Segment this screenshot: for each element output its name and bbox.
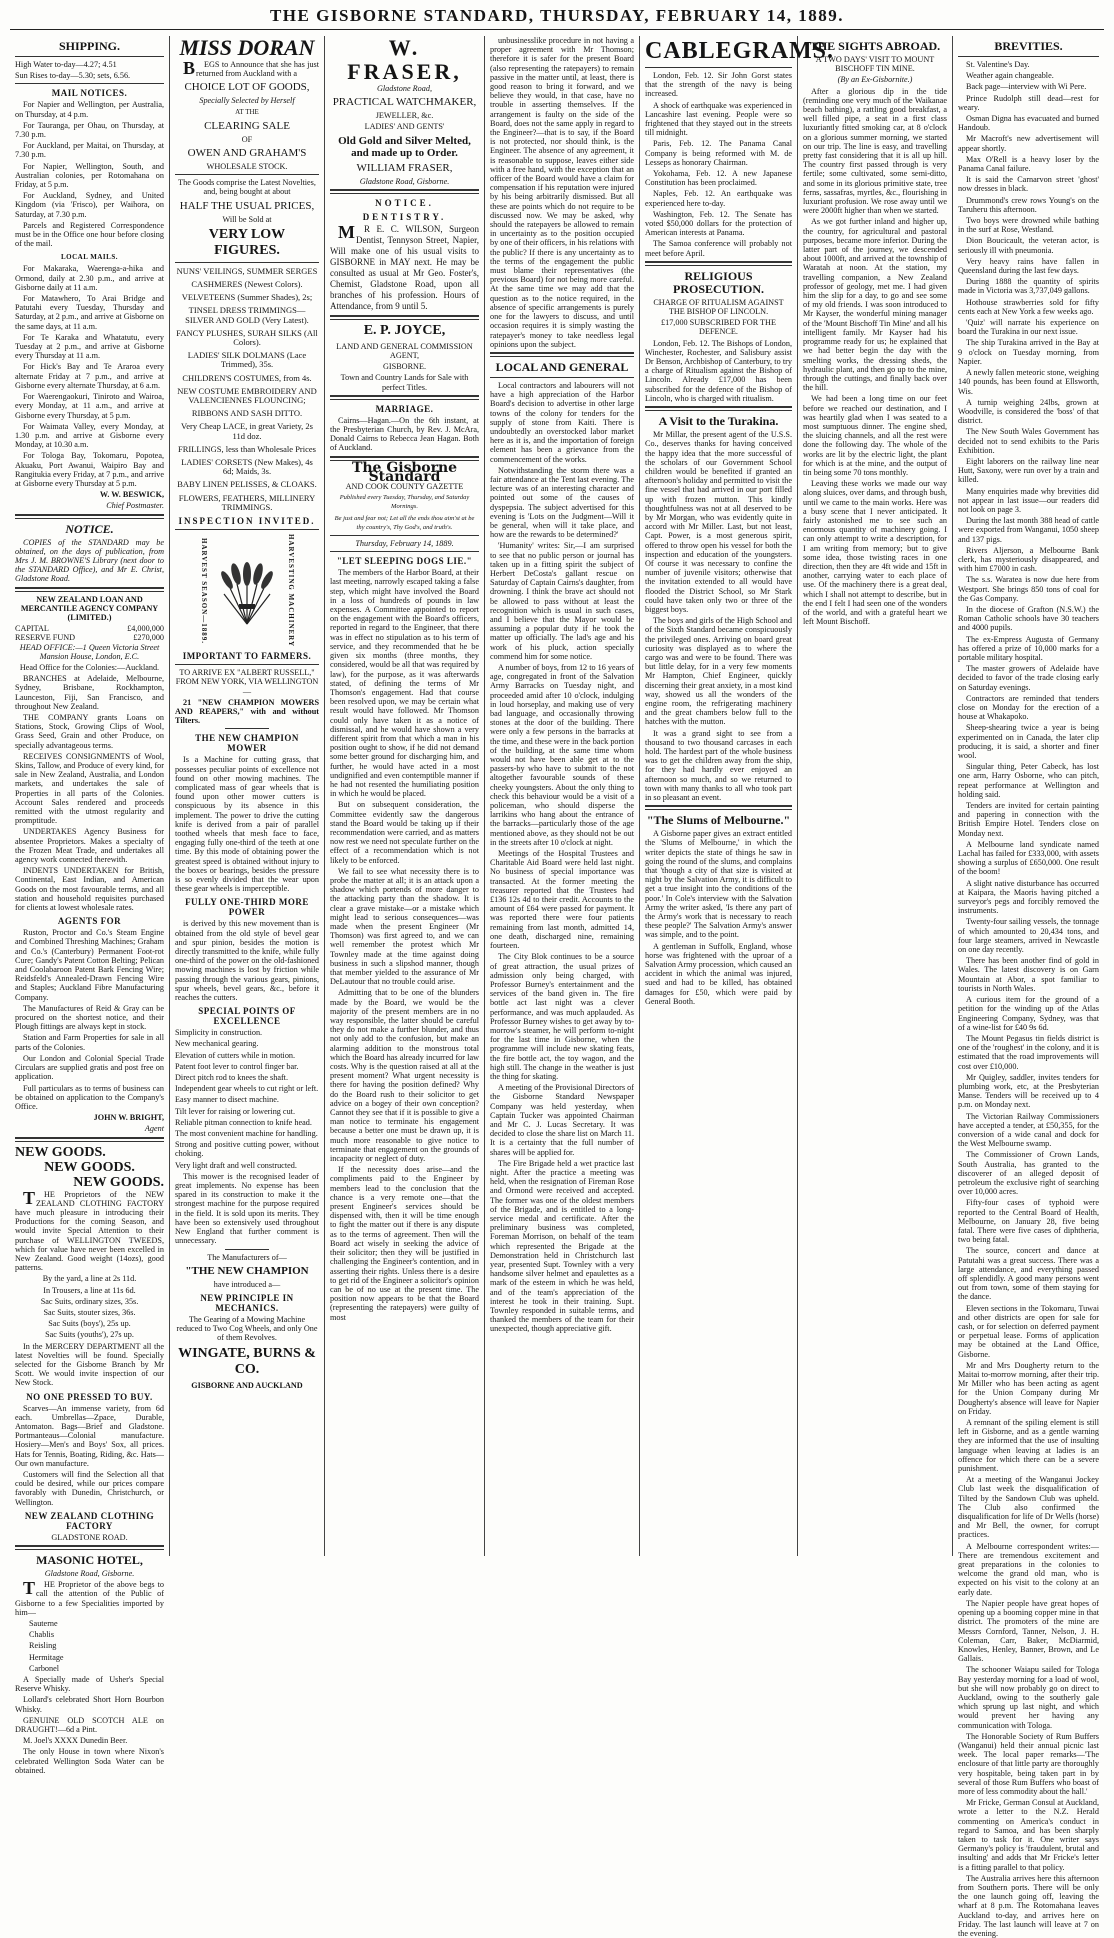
local-item: Local contractors and labourers will not have a high appreciation of the Harbor Board's decision to advertise in other large towns of the colony for tenders for the supply of stone from Kaiti. There is undoubtedly an overstocked labor market here as it is, and the importation of foreign element has been a grievance from the commencement of the works. xyxy=(490,380,634,464)
local-item: A meeting of the Provisional Directors of the Gisborne Standard Newspaper Company was held yesterday, when Captain Tucker was appointed Chairman and Mr C. J. Lucas Secretary. It was decided to close the share list on March 11. It is a certainty that the full number of shares will be applied for. xyxy=(490,1083,634,1157)
company-loans: THE COMPANY grants Loans on Stations, Stock, Growing Clips of Wool, Grass Seed, Grain and other Produce, on specially advantageous terms. xyxy=(15,712,164,750)
masonic-heading: MASONIC HOTEL, xyxy=(36,1553,143,1568)
cable-item: The Samoa conference will probably not meet before April. xyxy=(645,239,792,258)
slums-heading: "The Slums of Melbourne." xyxy=(646,813,791,828)
mail-item: Parcels and Registered Correspondence must be in the Office one hour before closing of the mail. xyxy=(15,220,164,249)
jeweller: JEWELLER, &c. xyxy=(375,111,434,121)
station-sales: Station and Farm Properties for sale in all parts of the Colonies. xyxy=(15,1033,164,1052)
wine-item: Hermitage xyxy=(29,1652,64,1662)
doran-item: NUNS' VEILINGS, SUMMER SERGES xyxy=(176,265,318,276)
leader-paragraph: We fail to see what necessity there is to probe the matter at all; it is an attack upon a shadow which portends of more danger to the attacking party than the shadow. It is clear a grave mistake—or a mistake which might lead to serious consequences—was made when the present Engineer (Mr Thomson) was first agreed to, and we can well remember the protest which Mr Townley made at the time against doing business in such a slipshod manner, though that member yielded to the assurance of Mr DeLautour that no trouble could arise. xyxy=(330,866,479,987)
manufacturers: The Manufacturers of— xyxy=(207,1252,287,1262)
price-item: Sac Suits (youths'), 27s up. xyxy=(45,1330,134,1340)
brevity-item: Drummond's crew rows Young's on the Taruheru this afternoon. xyxy=(958,195,1099,214)
selected: Specially Selected by Herself xyxy=(199,96,295,106)
inspection-invited: INSPECTION INVITED. xyxy=(178,516,316,527)
price-item: By the yard, a line at 2s 11d. xyxy=(42,1274,137,1284)
brevity-item: Back page—interview with Wi Pere. xyxy=(966,82,1087,92)
half-price: HALF THE USUAL PRICES, xyxy=(179,199,315,212)
brevity-item: The ex-Empress Augusta of Germany has offered a prize of 10,000 marks for a portable military hospital. xyxy=(958,634,1099,662)
column-3 xyxy=(325,36,485,1556)
to-arrive: TO ARRIVE EX "ALBERT RUSSELL," FROM NEW YORK, VIA WELLINGTON— xyxy=(175,668,319,696)
brevities-heading: BREVITIES. xyxy=(994,39,1063,53)
factory-address: GLADSTONE ROAD. xyxy=(51,1532,128,1542)
price-item: In Trousers, a line at 11s 6d. xyxy=(43,1285,136,1295)
paper-title: The Gisborne Standard xyxy=(351,459,458,485)
harvest-machinery-label: HARVESTING MACHINERY xyxy=(287,534,296,648)
brevity-item: The master growers of Adelaide have decided to favor of the trade closing early on Saturday evenings. xyxy=(958,664,1099,692)
wheat-sheaf-icon xyxy=(212,556,282,626)
gearing-text: The Gearing of a Mowing Machine reduced to Two Cog Wheels, and only One of them Revolves. xyxy=(176,1314,318,1343)
brevity-item: During the last month 388 head of cattle were exported from Wanganui, 1050 sheep and 137 pigs. xyxy=(958,516,1099,544)
brevity-item: Very heavy rains have fallen in Queensland during the last few days. xyxy=(958,256,1099,276)
brevity-item: The Mount Pegasus tin fields district is one of the 'roughest' in the colony, and it is estimated that the road improvements will cost over £10,000. xyxy=(958,1033,1099,1071)
masonic-bourbon: Lollard's celebrated Short Horn Bourbon Whisky. xyxy=(15,1695,164,1714)
notice-text: COPIES of the STANDARD may be obtained, on the days of publication, from Mrs J. M. BROWNE'S Library (next door to the STANDARD Office), and Mr E. Christ, Gladstone Road. xyxy=(15,537,164,584)
local-item: The Fire Brigade held a wet practice last night. After the practice a meeting was held, when the resignation of Fireman Rose and Ormond were received and accepted. The former was one of the oldest members of the Brigade, and is entitled to a long-service medal and certificate. After the preliminary business was completed, Foreman Morrison, on behalf of the team which represented the Brigade at the Demonstration held in Christchurch last year, presented Supt. Townley with a very handsome silver helmet and epaulettes as a mark of the esteem in which he was held, and of the team's appreciation of the interest he took in their training. Supt. Townley responded in suitable terms, and thanked the members of the team for their unexpected, though appreciative gift. xyxy=(490,1158,634,1334)
turakina-body xyxy=(645,430,792,802)
dentistry-heading: DENTISTRY. xyxy=(362,211,447,222)
local-item: Notwithstanding the storm there was a fair attendance at the Tent last evening. The lecture was of an interesting character and pointed out some of the causes of dyspepsia. The subject advertised for this evening is 'Lots on the Judgment—Will it be general, when will it take place, and how are the rewards to be determined?' xyxy=(490,465,634,540)
brevity-item: A Melbourne land syndicate named Lachal has failed for £333,000, with assets showing a surplus of £650,000. One result of the boom! xyxy=(958,839,1099,877)
sights-paragraph: As we got further inland and higher up, the country, for agricultural and pastoral purposes, became more inferior. During the latter part of the journey, we descended about 1000ft, and arrived at the township of Waratah at noon. At the station, my travelling companion, a New Zealand professor of geology, met me. I had given him the slip for a day, to go and see some of my old friends. I was soon introduced to Mr Kayser, the wonderful mining manager of the 'Mount Bischoff Tin Mine' and all his intelligent family. Mr Kayser had his programme ready for us; he explained that we had better begin the day with the smelting works, the dressing sheds, the hydraulic plant, and then go up to the mine, through the cuttings, and finally back over the hill. xyxy=(803,217,947,393)
point-item: Very light draft and well constructed. xyxy=(175,1160,297,1170)
notice-heading: NOTICE. xyxy=(65,521,114,536)
brevity-item: The Commissioner of Crown Lands, South Australia, has granted to the discoverer of an alleged deposit of petroleum the exclusive right of searching over 10,000 acres. xyxy=(958,1150,1099,1197)
brevities-list xyxy=(958,60,1099,1938)
brevity-item: Hothouse strawberries sold for fifty cents each at New York a few weeks ago. xyxy=(958,297,1099,316)
sights-sub: A TWO DAYS' VISIT TO MOUNT BISCHOFF TIN MINE. xyxy=(815,55,935,74)
turakina-heading: A Visit to the Turakina. xyxy=(658,414,779,429)
brevity-item: In the diocese of Grafton (N.S.W.) the Roman Catholic schools have 30 teachers and 4000 pupils. xyxy=(958,604,1099,633)
price-item: Sac Suits, ordinary sizes, 35s. xyxy=(40,1296,139,1306)
brevity-item: Mr Quigley, saddler, invites tenders for plumbing work, etc, at the Presbyterian Manse. Tenders will be received up to 4 p.m. on Monday next. xyxy=(958,1072,1099,1110)
masthead: THE GISBORNE STANDARD, THURSDAY, FEBRUARY 14, 1889. xyxy=(10,6,1104,30)
slums-body xyxy=(645,829,792,1006)
cable-item: Naples, Feb. 12. An earthquake was experienced here to-day. xyxy=(645,189,792,208)
brevity-item: There has been another find of gold in Wales. The latest discovery is on Garn Mountain at Abor, a spot familiar to tourists in North Wales. xyxy=(958,956,1099,993)
sights-paragraph: Leaving these works we made our way along sluices, over dams, and through bush, until we came to the main works. Here was a busy scene that I never anticipated. It fairly astonished me to see such an enormous quantity of machinery going. I can only attempt to write a description, for I am writing from memory; but to give some idea, those twisting races in one direction, then they are 4ft wide and 15ft in another, carrying water to each place of use. Of the machinery there is a great deal, which I shall not attempt to describe, but in the end I felt I had seen one of the wonders of the world, and with a grateful heart we left Mount Bischoff. xyxy=(803,479,947,627)
of: OF xyxy=(241,134,253,144)
brevity-item: Prince Rudolph still dead—rest for weary. xyxy=(958,93,1099,112)
harvest-season-label: HARVEST SEASON—1889. xyxy=(200,537,208,644)
brevity-item: A curious item for the ground of a petition for the winding up of the Atlas Engineering Company, Sydney, was that of a wine-list for £40 9s 6d. xyxy=(958,995,1099,1032)
brevity-item: At a meeting of the Wanganui Jockey Club last week the disqualification of Tilted by the Sandown Club was upheld. The Club also confirmed the disqualification for life of Dr Wells (horse) and Mr Bell, the owner, for corrupt practices. xyxy=(958,1475,1099,1540)
brevity-item: 'Quiz' will narrate his experience on board the Turakina in our next issue. xyxy=(958,318,1099,337)
point-item: Reliable pitman connection to knife head. xyxy=(175,1117,312,1127)
point-item: Tilt lever for raising or lowering cut. xyxy=(175,1106,295,1116)
brevity-item: Mr and Mrs Dougherty return to the Maitai to-morrow morning, after their trip. Mr Miller who has been acting as agent for the Union Company during Mr Dougherty's absence will leave for Napier on Friday. xyxy=(958,1360,1099,1416)
cable-item: Paris, Feb. 12. The Panama Canal Company is being reformed with M. de Lesseps as honorary Chairman. xyxy=(645,139,792,167)
brevity-item: Rivers Aljerson, a Melbourne Bank clerk, has mysteriously disappeared, and with him £7000 in cash. xyxy=(958,545,1099,574)
will-be-sold: Will be Sold at xyxy=(222,214,272,224)
brevity-item: Dion Boucicault, the veteran actor, is seriously ill with pneumonia. xyxy=(958,236,1099,255)
religious-text: London, Feb. 12. The Bishops of London, Winchester, Rochester, and Salisbury assist Dr Benson, Archbishop of Canterbury, to try a charge of Ritualism against the Bishop of Lincoln. Already £17,000 has been subscribed for the defence of the Bishop of Lincoln, who is charged with ritualism. xyxy=(645,338,792,403)
doran-item: CHILDREN'S COSTUMES, from 4s. xyxy=(182,372,312,383)
at-the: AT THE xyxy=(235,107,259,116)
doran-item: LADIES' CORSETS (New Makes), 4s 6d; Maids, 3s. xyxy=(181,457,313,477)
brevity-item: Twenty-four sailing vessels, the tonnage of which amounted to 20,434 tons, and four large steamers, arrived in Newcastle on one day recently. xyxy=(958,917,1099,955)
mail-list xyxy=(15,100,164,248)
masonic-address: Gladstone Road, Gisborne. xyxy=(44,1569,135,1579)
doran-item: TINSEL DRESS TRIMMINGS—SILVER AND GOLD (Very Latest). xyxy=(185,305,309,325)
brevity-item: It is said the Carnarvon street 'ghost' now dresses in black. xyxy=(958,175,1099,194)
doran-item: NEW COSTUME EMBROIDERY AND VALENCIENNES FLOUNCING; xyxy=(177,385,317,406)
old-gold: Old Gold and Silver Melted, and made up to Order. xyxy=(338,134,471,159)
marriage-text: Cairns—Hagan.—On the 6th instant, at the Presbyterian Church, by Rev. J. McAra, Donald Cairns to Rebecca Jean Hagan. Both of Auckland. xyxy=(330,415,479,453)
column-1 xyxy=(10,36,170,1775)
brevity-item: Many enquiries made why brevities did not appear in last issue—our readers did not look on page 3. xyxy=(958,486,1099,514)
mail-notices-heading: MAIL NOTICES. xyxy=(51,88,128,99)
wingate-burns: WINGATE, BURNS & CO. xyxy=(178,1345,316,1377)
doran-item: VELVETEENS (Summer Shades), 2s; xyxy=(181,292,313,303)
turakina-paragraph: Mr Millar, the present agent of the U.S.S. Co., deserves thanks for having conceived the happy idea that the more successful of the scholars of our Government School children would be benefited if granted an afternoon's holiday and permitted to visit the fine vessel that had arrived in our port filled up with frozen mutton. This kindly thoughtfulness was not at all deserved to be by Mr Morgan, who was evidently quite in accord with Mr Miller. Last, but not least, Capt. Power, is a most generous spirit, offered to throw open his vessel for both the inspection and education of the youngsters. Of course it was necessary to confine the number of juvenile visitors; otherwise that the invitation extended to all would have flooded the District School, so Mr Stark could have taken only two or three of the biggest boys. xyxy=(645,430,792,614)
slums-paragraph: A gentleman in Suffolk, England, whose horse was frightened with the uproar of a Salvation Army procession, which caused an accident in which the animal was injured, sued and had to be killed, has obtained damages for £50, which were paid by General Booth. xyxy=(645,941,792,1006)
point-item: Direct pitch rod to knees the shaft. xyxy=(175,1073,288,1083)
sights-paragraph: After a glorious dip in the tide (reminding one very much of the Waikanae beach bathing), a rattling good breakfast, a well filled pipe, a seat in a first class luxuriantly fitted smoking car, at 8 o'clock on a glorious summer morning, we started on our trip. The line is easy, and travelling pretty fast considering that it is all up hill. The country first passed through is very fertile; some cultivated, some semi-ditto, and some in its glorious primitive state, tree ferns, sassafras, myrtles, &c., flourishing in luxuriant profusion. We rose away until we were 2000ft higher than when we started. xyxy=(803,86,947,216)
brevity-item: The Victorian Railway Commissioners have accepted a tender, at £50,355, for the conversion of a wide canal and dock for the West Melbourne swamp. xyxy=(958,1111,1099,1149)
local-mails-heading: LOCAL MAILS. xyxy=(61,253,118,262)
cable-item: A shock of earthquake was experienced in Lancashire last evening. People were so frightened that they stayed out in the streets till midnight. xyxy=(645,100,792,138)
sights-heading: THE SIGHTS ABROAD. xyxy=(809,39,941,53)
motto: Be just and fear not; Let all the ends thou aim'st at be thy country's, Thy God's, and truth's. xyxy=(334,514,475,531)
wf-address: Gladstone Road, xyxy=(376,84,433,93)
column-2 xyxy=(170,36,325,1556)
circulars: Our London and Colonial Special Trade Circulars are supplied gratis and post free on application. xyxy=(15,1053,164,1082)
brevity-item: The s.s. Waratea is now due here from Westport. She brings 850 tons of coal for the Gas Company. xyxy=(958,575,1099,603)
have-introduced: have introduced a— xyxy=(213,1279,281,1289)
brevity-item: Max O'Rell is a heavy loser by the Panama Canal failure. xyxy=(958,154,1099,174)
marriage-heading: MARRIAGE. xyxy=(375,403,434,414)
goods-text: The Goods comprise the Latest Novelties, and, being bought at about xyxy=(178,178,316,197)
religious-sub: CHARGE OF RITUALISM AGAINST THE BISHOP OF LINCOLN. xyxy=(653,297,784,317)
wine-item: Sauterne xyxy=(29,1619,58,1629)
leader-paragraph: The members of the Harbor Board, at their last meeting, narrowly escaped taking a false step, which might have involved the Board in a loss of hundreds of pounds in law expenses. A Committee appointed to report on the engagement with the Board's officers, reported in regard to the Engineer, that there was in effect no stipulation as to his term of service, and they recommended that he be given six months (three months, they considered, would be all that was required by law), for the purpose, as it was afterwards stated, of defining the terms of Mr Thomson's engagement. Had that course been resolved upon, we may be certain what result would have followed. Mr Thomson could only have taken it as a notice of dismissal, and he would have shown a very different spirit from that which a man in his position ought to show, if he did not demand some better ground for discharging him, and further, he would have acted in a most undignified and even contemptible manner if he had not resented the humiliating position in which he would be placed. xyxy=(330,568,479,799)
yard-prices xyxy=(15,1274,164,1339)
brevity-item: Fifty-four cases of typhoid were reported to the Central Board of Health, Melbourne, on January 28, five being fatal. There were five cases of diphtheria, two being fatal. xyxy=(958,1198,1099,1245)
branches: BRANCHES at Adelaide, Melbourne, Sydney, Brisbane, Rockhampton, Launceston, Fiji, San Francisco, and throughout New Zealand. xyxy=(15,674,164,711)
shipping-heading: SHIPPING. xyxy=(58,39,120,53)
leader-continued xyxy=(490,36,634,349)
masonic-text: THE Proprietor of the above begs to call the attention of the Public of Gisborne to a few Specialities imported by him— xyxy=(15,1578,164,1617)
local-mail-item: For Te Karaka and Whatatutu, every Tuesday at 2 p.m., and arrive at Gisborne every Thursday at 11 a.m. xyxy=(15,332,164,361)
religious-heading: RELIGIOUS PROSECUTION. xyxy=(672,268,764,296)
the-new-champion: "THE NEW CHAMPION xyxy=(185,1264,309,1277)
wine-item: Carbonel xyxy=(29,1663,60,1673)
local-item: 'Humanity' writes: Sir,—I am surprised to see that no public person or journal has taken up in a fitting spirit the subject of Herbert DeCosta's gallant rescue on Saturday of Captain Cairns's daughter, from drowning. I think the brave act should not be allowed to pass without at least the recognition which is usual in such cases, and I believe that the Mayor would be assuming a popular duty if he took the matter up officially. The lad's age and his work of his pluck, action specially commend him for some notice. xyxy=(490,541,634,661)
brevity-item: The source, concert and dance at Patutahi was a great success. There was a large attendance, and everything passed off splendidly. A good many persons went out from town, some of them staying for the dance. xyxy=(958,1246,1099,1302)
columns xyxy=(10,35,1104,1938)
mail-item: For Auckland, per Maitai, on Thursday, at 7.30 p.m. xyxy=(15,141,164,160)
agents-heading: AGENTS FOR xyxy=(57,916,122,927)
brevity-item: Eleven sections in the Tokomaru, Tuwai and other districts are open for sale for cash, or for selection on deferred payment or perpetual lease. Forms of application may be obtained at the Land Office, Gisborne. xyxy=(958,1303,1099,1359)
special-points: SPECIAL POINTS OF EXCELLENCE xyxy=(198,1006,296,1027)
fully-more-power: FULLY ONE-THIRD MORE POWER xyxy=(185,897,309,918)
wine-list xyxy=(15,1619,164,1673)
leader-paragraph: unbusinesslike procedure in not having a proper agreement with Mr Thomson; therefore it is safer for the present Board (also representing the ratepayers) to remain passive in the matter until, at least, there is good reason to bring it forward, and we believe they would, in that case, have no trouble in asserting themselves. If the arrangement is faulty on the side of the Board, does not the same apply in regard to the Engineer?—that is to say, if the Board is not protected, nor should think, is the Engineer. The absence of any agreement, it is reasonable to suppose, leaves either side with a free hand, with the exception that an officer of the Board would have a claim for compensation if his reputation were injured by his being arbitrarily dismissed. But all these are points which do not require to be discussed now. We may be asked, why should the ratepayers be allowed to remain in uncertainty as to the position occupied by one of their officers, in his relations with the public? If there is any uncertainty as to the terms of the engagement the public must blame their representatives (the previous Board) for not being more careful. At the same time we may add that the question as to the notice required, in the absence of specific arrangements is purely one for the lawyers to discuss, and until occasion requires it is simply wasting the ratepayer's money to take needless legal opinions upon the subject. xyxy=(490,36,634,349)
local-mail-list xyxy=(15,264,164,488)
nz-loan-heading: NEW ZEALAND LOAN AND MERCANTILE AGENCY COMPANY (LIMITED.) xyxy=(20,594,159,622)
column-4 xyxy=(485,36,640,1556)
brevity-item: A Melbourne correspondent writes:—There are tremendous excitement and great preparations in the colonies to welcome the grand old man, who is expected on his visit to the colony at an early date. xyxy=(958,1541,1099,1597)
local-mail-item: For Matawhero, To Arai Bridge and Patutahi every Tuesday, Thursday and Saturday, at 2 p.m., and arrive at Gisborne on the same days, at 11 a.m. xyxy=(15,294,164,331)
brevity-item: Singular thing, Peter Cabeck, has lost one arm, Harry Osborne, who can pitch, repeat performance at Wellington and holding said. xyxy=(958,762,1099,799)
capital-row: CAPITAL £4,000,000 xyxy=(15,624,164,634)
brevity-item: During 1888 the quantity of spirits made in Victoria was 3,737,049 gallons. xyxy=(958,277,1099,296)
clothing-text: THE Proprietors of the NEW ZEALAND CLOTHING FACTORY have much pleasure in introducing their Productions for the coming Season, and would invite Special Attention to their purchase of WELLINGTON TWEEDS, which for value have never been excelled in New Zealand. Good weight (14ozs), good patterns. xyxy=(15,1187,164,1273)
local-items xyxy=(490,381,634,1334)
local-item: The City Blok continues to be a source of great attraction, the usual prizes of admission only being charged, with Professor Burney's entertainment and the services of the band given in. The fire bottle act last night was a clever performance, and was much applauded. As Professor Burney wishes to get away by to-morrow's steamer, he will perform to-night for the last time in Gisborne, when the programme will include new skating feats, the fire bottle act, the toy wagon, and the high still. The change in the weather is just the thing for skating. xyxy=(490,952,634,1081)
cablegrams-heading: CABLEGRAMS. xyxy=(645,38,835,64)
mail-item: For Auckland, Sydney, and United Kingdom (via 'Frisco), per Waihora, on Saturday, at 7.30 p.m. xyxy=(15,191,164,219)
high-water: High Water to-day—4.27; 4.51 xyxy=(15,60,117,69)
brevity-item: St. Valentine's Day. xyxy=(966,60,1030,69)
important-farmers: IMPORTANT TO FARMERS. xyxy=(182,651,312,662)
sun-times: Sun Rises to-day—5.30; sets, 6.56. xyxy=(15,71,131,81)
mower-closing: This mower is the recognised leader of great implements. No expense has been spared in its construction to make it the strongest machine for the purpose required in the field. It is sold upon its merits. They have been so extensively used throughout New England that further comment is unnecessary. xyxy=(175,1171,319,1246)
brevity-item: A slight native disturbance has occurred at Kaipara, the Maoris having pitched a surveyor's pegs and forcibly removed the instruments. xyxy=(958,878,1099,916)
cable-item: London, Feb. 12. Sir John Gorst states that the strength of the navy is being increased. xyxy=(645,71,792,99)
reserve-row: RESERVE FUND £270,000 xyxy=(15,633,164,643)
miss-doran-heading: MISS DORAN xyxy=(179,35,315,60)
mercery-text: In the MERCERY DEPARTMENT all the latest Novelties will be found. Specially selected for the Gisborne Branch by Mr Scott. We would invite inspection of our New Stock. xyxy=(15,1341,164,1388)
doran-item: RIBBONS AND SASH DITTO. xyxy=(191,408,303,419)
local-mail-item: For Makaraka, Waerenga-a-hika and Ormond, daily at 2.30 p.m., and arrive at Gisborne daily at 11 a.m. xyxy=(15,264,164,292)
brevity-item: A turnip weighing 24lbs, grown at Woodville, is considered the 'boss' of that district. xyxy=(958,397,1099,426)
factory-name: NEW ZEALAND CLOTHING FACTORY xyxy=(24,1510,155,1531)
turakina-paragraph: It was a grand sight to see from a thousand to two thousand carcases in each hold. The hardest part of the whole business was to get the children away from the ship, for they had hardly ever enjoyed an afternoon so much, and so we returned to town with many thanks to all who took part in so pleasant an event. xyxy=(645,728,792,803)
doran-item: Very Cheap LACE, in great Variety, 2s 11d doz. xyxy=(181,421,313,441)
wingate-address: GISBORNE AND AUCKLAND xyxy=(191,1380,303,1390)
brevity-item: The New South Wales Government has decided not to send exhibits to the Paris Exhibition. xyxy=(958,427,1099,455)
point-item: Patent foot lever to control finger bar. xyxy=(175,1061,299,1071)
column-7 xyxy=(953,36,1104,1938)
point-item: Elevation of cutters while in motion. xyxy=(175,1050,296,1060)
joyce-location: GISBORNE. xyxy=(383,362,426,372)
brevity-item: A newly fallen meteoric stone, weighing 140 pounds, has been found at Ellsworth, Wis. xyxy=(958,368,1099,396)
agent-name: JOHN W. BRIGHT, xyxy=(93,1113,164,1123)
manufactures: The Manufactures of Reid & Gray can be procured on the shortest notice, and their Plough fittings are always kept in stock. xyxy=(15,1003,164,1032)
local-mail-item: For Waerengaokuri, Tiniroto and Wairoa, every Monday, at 11 a.m., and arrive at Gisborne every Thursday, at 5 p.m. xyxy=(15,392,164,420)
new-principle: NEW PRINCIPLE IN MECHANICS. xyxy=(200,1292,294,1313)
agents-text: Ruston, Proctor and Co.'s Steam Engine and Combined Threshing Machines; Graham and Co.'s (Canterbury) Permanent Foot-rot Cure; Gandy's Patent Cotton Belting; Pelican and Coolabaroon Patent Bark Fencing Wire; Reidsfeld's Annealed-Drawn Fencing Wire and Staples; Auckland Fibre Manufacturing Company. xyxy=(15,928,164,1002)
new-champion-mower: THE NEW CHAMPION MOWER xyxy=(195,733,299,754)
point-item: Independent gear wheels to cut right or left. xyxy=(175,1084,319,1094)
joyce-heading: E. P. JOYCE, xyxy=(363,322,446,338)
brevity-item: Tenders are invited for certain painting and papering in connection with the British Empire Hotel. Tenders close on Monday next. xyxy=(958,801,1099,838)
new-goods-block: NEW GOODS. NEW GOODS. NEW GOODS. xyxy=(15,1144,164,1190)
brevity-item: Weather again changeable. xyxy=(966,71,1054,81)
column-6 xyxy=(798,36,953,1556)
local-item: Meetings of the Hospital Trustees and Charitable Aid Board were held last night. No business of special importance was transacted. At the former meeting the treasurer reported that the Trustees had £136 12s 4d to their credit. Accounts to the amount of £64 were passed for payment. It was reported there were four patients remaining from last month, admitted 14, one death, discharged nine, remaining fourteen. xyxy=(490,849,634,951)
clearing-sale: CLEARING SALE xyxy=(204,119,290,132)
dentistry-notice: NOTICE. xyxy=(375,197,434,208)
masonic-special: A Specially made of Usher's Special Reserve Whisky. xyxy=(15,1675,164,1694)
scarves-list: Scarves—An immense variety, from 6d each. Umbrellas—Zpace, Durable, Antomaton. Bags—Brief and Gladstone. Portmanteaus—Colonial manufacture. Hosiery—Men's and Boys' Sox, all prices. Hats for Tennis, Boating, Riding, &c. Hats—Our own manufacture. xyxy=(15,1403,164,1468)
champion-text: Is a Machine for cutting grass, that possesses peculiar points of excellence not found on other mowing machines. The complicated mass of gear wheels that is found upon other mower cutters is conspicuous by its absence in this implement. The power to drive the cutting knife is derived from a pair of parallel toothed wheels that mesh face to face, engaging fully one-third of the teeth at one time. By this mode of obtaining power the greatest speed is obtained without injury to the boxes or bearings, besides the pressure is so evenly divided that the wear upon these gear wheels is imperceptible. xyxy=(175,755,319,894)
postmaster-title: Chief Postmaster. xyxy=(106,501,164,511)
joyce-sub: LAND AND GENERAL COMMISSION AGENT, xyxy=(336,341,473,361)
wf-address-2: Gladstone Road, Gisborne. xyxy=(359,176,450,186)
brevity-item: Contractors are reminded that tenders close on Monday for the erection of a house at Whakapoko. xyxy=(958,693,1099,722)
wine-item: Reisling xyxy=(29,1641,57,1651)
leader-paragraph: If the necessity does arise—and the compliments paid to the Engineer by members lead to the conclusion that the chance is a very remote one—that the present Engineer's services should be dispensed with, then it will be time enough to fight the matter out if there is any dispute as to the terms of agreement. Then will the Board act wisely in seeking the advice of their solicitor; then they will be justified in challenging the Engineer's contention, and in asserting their rights. Unless there is a desire to get rid of the Engineer a solicitor's opinion can be of no use at the present time. The position now appears to be that the Board (representing the ratepayers) were guilty of most xyxy=(330,1165,479,1322)
agency: UNDERTAKES Agency Business for absentee Proprietors. Makes a specialty of the Frozen Meat Trade, and undertakes all agency work connected therewith. xyxy=(15,827,164,865)
local-mail-item: For Hick's Bay and Te Araroa every alternate Friday at 7 p.m., and arrive at Gisborne every alternate Thursday, at 6 a.m. xyxy=(15,362,164,390)
slums-paragraph: A Gisborne paper gives an extract entitled the 'Slums of Melbourne,' in which the writer depicts the state of things he saw in going the round of the slums, and complains that 'though a city of that size is visited at night by the Salvation Army, it is difficult to get a true insight into the conditions of the poor.' In Cole's interview with the Salvation Army the writer asked, 'Is there any part of the Army's work that is necessary to reach these people?' The Salvation Army's answer was simple, and to the point. xyxy=(645,829,792,940)
doran-text: BEGS to Announce that she has just returned from Auckland with a xyxy=(183,58,319,79)
local-mail-item: For Tologa Bay, Tokomaru, Popotea, Akuaku, Port Awanui, Waipiro Bay and Rangitukia every Friday, at 7 p.m., and arrive at Gisborne every Thursday at 5 p.m. xyxy=(15,451,164,488)
particulars: Full particulars as to terms of business can be obtained on application to the Company's Office. xyxy=(15,1083,164,1111)
doran-item: FRILLINGS, less than Wholesale Prices xyxy=(178,443,316,454)
very-low-figures: VERY LOW FIGURES. xyxy=(208,226,286,258)
consignments: RECEIVES CONSIGNMENTS of Wool, Skins, Tallow, and Produce of every kind, for sale in New Zealand, Australia, and London markets, and undertakes the sale of Properties in all parts of the Colonies. Account Sales rendered and proceeds remitted with the utmost regularity and promptitude. xyxy=(15,751,164,826)
cables-list xyxy=(645,71,792,258)
agent-title: Agent xyxy=(144,1124,164,1134)
watchmaker: PRACTICAL WATCHMAKER, xyxy=(332,96,477,109)
sights-byline: (By an Ex-Gisbornite.) xyxy=(837,75,913,85)
brevity-item: Mr Fricke, German Consul at Auckland, wrote a letter to the N.Z. Herald commenting on America's conduct in regard to Samoa, and has been sharply taken to task for it. One writer says Germany's policy is 'fraudulent, brutal and insulting' and adds that Mr Fricke's letter is a fitting parallel to that policy. xyxy=(958,1798,1099,1872)
wholesale: WHOLESALE STOCK. xyxy=(206,162,288,172)
published: Published every Tuesday, Thursday, and Saturday Mornings. xyxy=(339,494,470,511)
colonies-office: Head Office for the Colonies:—Auckland. xyxy=(19,662,160,672)
price-item: Sac Suits, stouter sizes, 36s. xyxy=(43,1307,136,1317)
mail-item: For Napier and Wellington, per Australia, on Thursday, at 4 p.m. xyxy=(15,100,164,119)
joyce-text: Town and Country Lands for Sale with perfect Titles. xyxy=(340,373,469,392)
harvest-illustration xyxy=(175,534,319,647)
cable-item: Washington, Feb. 12. The Senate has voted $50,000 dollars for the protection of American interests at Panama. xyxy=(645,209,792,238)
owen-graham: OWEN AND GRAHAM'S xyxy=(187,147,307,160)
turakina-paragraph: The boys and girls of the High School and of the Sixth Standard became conspicuously the privileged ones. Arriving on board great curiosity was displayed as to where the cargo was and were to be found. There was but little delay, for in a very few moments Mr Hampton, Chief Engineer, quickly discerning their great anxiety, in a most kind way, showed us all the wonders of the engine room, the refrigerating machinery and the great chambers below full to the hatches with the mutton. xyxy=(645,616,792,727)
wf-name: WILLIAM FRASER, xyxy=(356,161,453,174)
leader-paragraph: Admitting that to be one of the blunders made by the Board, we would be the majority of the present members are in no way responsible, the latter should be careful they do not make a further blunder, and thus not only add to the confusion, but make an alarming addition to the monstrous total which the Board has already incurred for law costs. Why is the question raised at all at the present moment? What urgent necessity is there for having the position defined? Why do the Board rush to their solicitor to get advice on a bogey of their own conception? Cannot they see that if it is possible to give a man notice to terminate his engagement because a better one must be drawn up, it is much more reasonable to give notice to terminate that engagement on the grounds of incapacity or neglect of duty. xyxy=(330,988,479,1164)
doran-item: CASHMERES (Newest Colors). xyxy=(191,279,303,290)
masonic-ale: GENUINE OLD SCOTCH ALE on DRAUGHT!—6d a Pint. xyxy=(15,1715,164,1735)
customers-text: Customers will find the Selection all that could be desired, while our prices compare favorably with Dunedin, Christchurch, or Wellington. xyxy=(15,1470,164,1507)
point-item: Strong and positive cutting power, without choking. xyxy=(175,1140,319,1159)
wilson-text: MR E. C. WILSON, Surgeon Dentist, Tennyson Street, Napier, Will make one of his usual visits to GISBORNE in MAY next. He may be consulted as usual at Mr Geo. Foster's, Chemist, Gladstone Road, upon all branches of his profession. Hours of Attendance, from 9 until 5. xyxy=(330,221,479,311)
brevity-item: The schooner Waiapu sailed for Tologa Bay yesterday morning for a load of wool, but she will now probably go on direct to Auckland, owing to the southerly gale which sprung up last night, and which would prevent her having any communication with Tologa. xyxy=(958,1665,1099,1730)
paper-sub: AND COOK COUNTY GAZETTE xyxy=(345,482,464,492)
price-item: Sac Suits (boys'), 25s up. xyxy=(48,1319,131,1329)
brevity-item: The Honorable Society of Rum Buffers (Wanganui) held their annual picnic last week. The local paper remarks—'The enclosure of that little party are thoroughly very hospitable, being taken part in by several of those Rum Buffers who boast of more of less commodity about the hall.' xyxy=(958,1731,1099,1796)
fully-text: is derived by this new movement than is obtained from the old style of bevel gear and spur pinion, besides the motion is directly transmitted to the knife, while fully one-third of the power on the old-fashioned mowing machines is lost by friction while passing through the various gears, pinions, spur wheels, bevel gears, &c., before it reaches the cutters. xyxy=(175,919,319,1003)
brevity-item: Osman Digna has evacuated and burned Handoub. xyxy=(958,114,1099,133)
brevity-item: Eight laborers on the railway line near Hutt, Saxony, were run over by a train and killed. xyxy=(958,456,1099,485)
brevity-item: The Napier people have great hopes of opening up a booming copper mine in that district. The promoters of the mine are Messrs Cornford, Tanner, Nelson, J. H. Coleman, Carr, Baker, McDiarmid, Knowles, Henley, Banner, Brown, and Le Gallais. xyxy=(958,1598,1099,1664)
column-5 xyxy=(640,36,835,1556)
masonic-water: The only House in town where Nixon's celebrated Wellington Soda Water can be obtained. xyxy=(15,1747,164,1775)
doran-item: LADIES' SILK DOLMANS (Lace Trimmed), 35s. xyxy=(187,350,307,370)
ladies-gents: LADIES' AND GENTS' xyxy=(364,122,445,132)
points-list xyxy=(175,1028,319,1170)
point-item: The most convenient machine for handling. xyxy=(175,1129,318,1139)
mail-item: For Tauranga, per Ohau, on Thursday, at 7.30 p.m. xyxy=(15,120,164,140)
head-office: HEAD OFFICE:—1 Queen Victoria Street Mansion House, London, E.C. xyxy=(19,642,160,661)
date-line: Thursday, February 14, 1889. xyxy=(355,539,454,549)
point-item: Simplicity in construction. xyxy=(175,1028,263,1038)
postmaster-name: W. W. BESWICK, xyxy=(99,490,164,500)
cable-item: Yokohama, Feb. 12. A new Japanese Constitution has been proclaimed. xyxy=(645,169,792,188)
leader-heading: "LET SLEEPING DOGS LIE." xyxy=(336,556,473,567)
doran-item: FANCY PLUSHES, SURAH SILKS (All Colors). xyxy=(176,327,318,348)
point-item: Easy manner to disect machine. xyxy=(175,1095,279,1105)
brevity-item: Two boys were drowned while bathing in the surf at Rose, Westland. xyxy=(958,216,1099,235)
doran-item: BABY LINEN PELISSES, & CLOAKS. xyxy=(177,479,317,490)
masonic-beer: M. Joel's XXXX Dunedin Beer. xyxy=(23,1736,128,1746)
choice-lot: CHOICE LOT OF GOODS, xyxy=(184,81,310,94)
brevity-item: The ship Turakina arrived in the Bay at 9 o'clock on Tuesday morning, from Napier. xyxy=(958,338,1099,366)
leader-paragraph: But on subsequent consideration, the Committee evidently saw the dangerous stand the Board would be taking up if their recommendation were carried, and as matters now rest we need not speculate further on the effect of a recommendation which is not likely to be enforced. xyxy=(330,800,479,865)
brevity-item: A remnant of the spiling element is still left in Gisborne, and as a gentle warning they are informed that the use of insulting language when leaving at ladies is an offence for which there can be a severe punishment. xyxy=(958,1418,1099,1474)
indents: INDENTS UNDERTAKEN for British, Continental, East Indian, and American Goods on the most favourable terms, and all station and household requisites purchased for clients at lowest wholesale rates. xyxy=(15,866,164,913)
reapers: 21 "NEW CHAMPION MOWERS AND REAPERS," with and without Tilters. xyxy=(175,697,319,726)
religious-sub-2: £17,000 SUBSCRIBED FOR THE DEFENCE. xyxy=(661,318,776,337)
wf-heading: W. FRASER, xyxy=(347,35,462,84)
point-item: New mechanical gearing. xyxy=(175,1039,259,1049)
brevity-item: The Australia arrives here this afternoon from Southern ports. There will be only the one launch going off, leaving the wharf at 8 p.m. The Rotomahana leaves Auckland to-day, and arrives here on Friday. The last launch will leave at 7 on the evening. xyxy=(958,1873,1099,1938)
brevity-item: Mr Macroft's new advertisement will appear shortly. xyxy=(958,134,1099,153)
local-item: A number of boys, from 12 to 16 years of age, congregated in front of the Salvation Army Barracks on Tuesday night, and proceeded amid after 10 o'clock, indulging in loud horseplay, and making use of very bad language, and occasionally throwing stones at the door of the building. There were only a few persons in the barracks at the time, and these were in the back portion of the building, at the same time whom would not have been able get at to the passers-by who have to submit to the not altogether favourable sounds of these cheeky youngsters. About the only thing to check this behaviour would be a visit of a policeman, who should disperse the larrikins who hang about the entrance of the barracks—particularly those of the age mentioned above, as they should not be out in the streets after 10 o'clock at night. xyxy=(490,663,634,847)
brevity-item: Sheep-shearing twice a year is being experimented on in Canada, the later clip producing, it is said, a shorter and finer wool. xyxy=(958,723,1099,761)
mail-item: For Napier, Wellington, South, and Australian colonies, per Rotomahana on Friday, at 5 p.m. xyxy=(15,161,164,190)
no-one-pressed: NO ONE PRESSED TO BUY. xyxy=(26,1391,153,1402)
local-general-heading: LOCAL AND GENERAL xyxy=(495,359,629,374)
sights-paragraph: We had been a long time on our feet before we reached our destination, and I was heartily glad when I was seated to a most sumptuous dinner. The engine shed, the sluicing channels, and all the rest were done the following day. The whole of the works are lit by the electric light, the plant for which is at the mine, and the output of tin being some 70 tons monthly. xyxy=(803,394,947,477)
doran-items xyxy=(175,267,319,512)
sights-body xyxy=(803,87,947,627)
doran-item: FLOWERS, FEATHERS, MILLINERY TRIMMINGS. xyxy=(178,492,316,512)
leader-body xyxy=(330,568,479,1321)
local-mail-item: For Waimata Valley, every Monday, at 1.30 p.m. and arrive at Gisborne every Monday, at 10.30 a.m. xyxy=(15,421,164,450)
wine-item: Chablis xyxy=(29,1630,55,1640)
